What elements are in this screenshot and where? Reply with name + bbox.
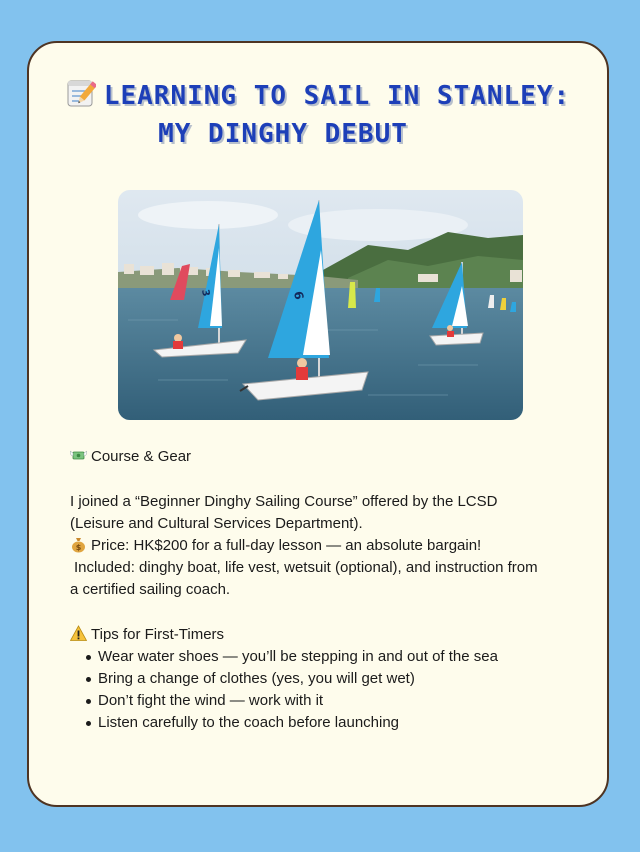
included-line-2: a certified sailing coach. [70,581,231,598]
sail-number-6: 6 [291,290,307,301]
title-text-1: LEARNING TO SAIL IN STANLEY: [103,81,571,111]
list-item: Don’t fight the wind — work with it [98,690,498,712]
sailing-dinghies-photo [118,190,523,420]
tips-heading [70,624,590,646]
tips-list [70,646,498,734]
course-description [70,491,590,601]
price-line [70,535,590,557]
course-line-1: I joined a “Beginner Dinghy Sailing Course” offered by the LCSD [70,493,498,510]
price-text: Price: HK$200 for a full-day lesson — an absolute bargain! [91,537,482,554]
post-title-line-2: MY DINGHY DEBUT [158,119,408,149]
course-line-2: (Leisure and Cultural Services Department). [70,515,363,532]
included-line-1: Included: dinghy boat, life vest, wetsuit (optional), and instruction from [74,559,538,576]
course-gear-heading-text: Course & Gear [91,448,192,465]
post-card [27,41,609,807]
sail-number-3: 3 [199,288,212,298]
money-wings-icon [70,447,87,464]
memo-icon [66,78,96,108]
list-item: Listen carefully to the coach before launching [98,712,498,734]
post-title-line-1 [29,77,607,115]
tips-heading-text: Tips for First-Timers [91,626,225,643]
money-bag-icon [70,536,87,553]
course-gear-heading [70,446,590,468]
list-item: Wear water shoes — you’ll be stepping in and out of the sea [98,646,498,668]
warning-icon [70,625,87,642]
list-item: Bring a change of clothes (yes, you will get wet) [98,668,498,690]
svg-text:$: $ [75,543,82,552]
